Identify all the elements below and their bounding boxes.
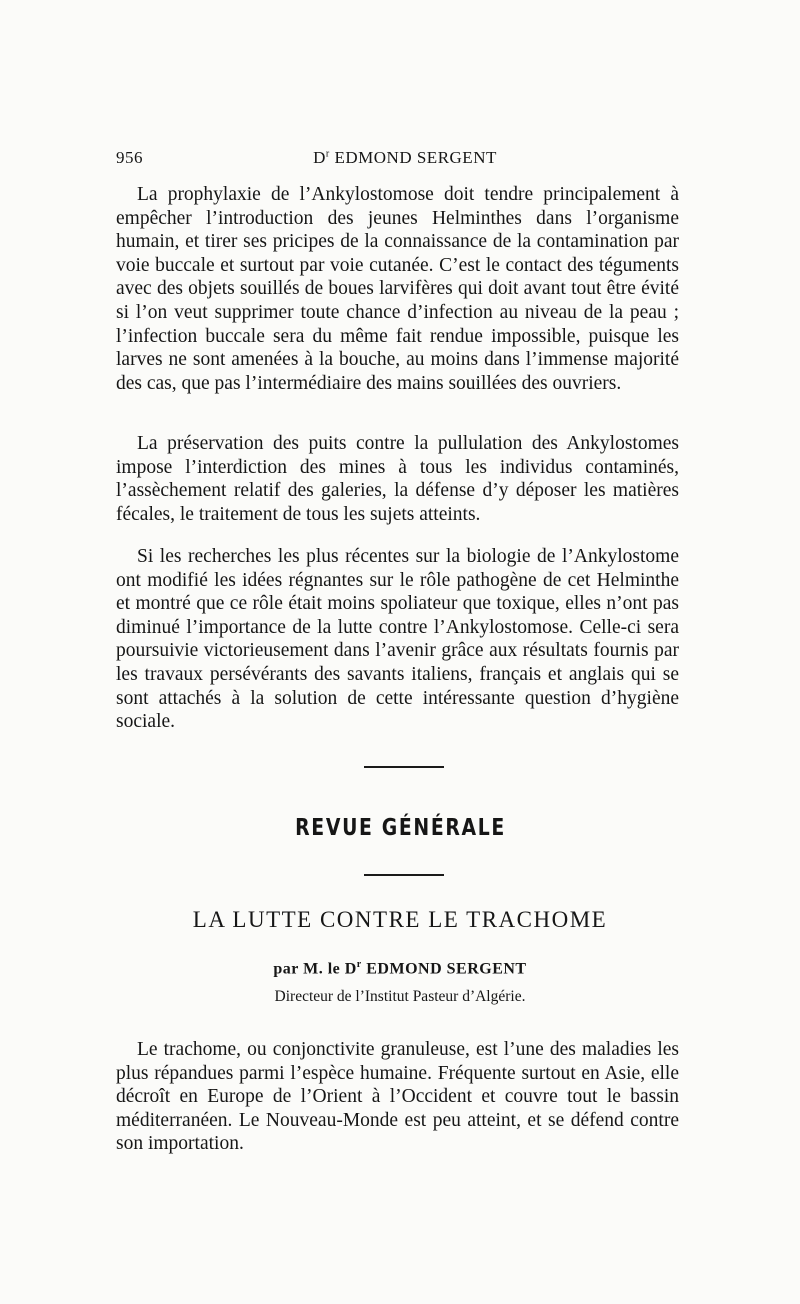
divider-rule-top xyxy=(364,766,444,768)
byline-name: EDMOND SERGENT xyxy=(361,960,527,978)
article-byline xyxy=(0,959,800,978)
section-title: REVUE GÉNÉRALE xyxy=(295,815,506,841)
byline-sup: r xyxy=(356,959,362,970)
paragraph-trachome-intro: Le trachome, ou conjonctivite granuleuse, est l’une des maladies les plus répandues parmi l’espèce humaine. Fréquente surtout en Asie, elle décroît en Europe de l’Orient à l’Occident et couvre tout le bassin méditerranéen. Le Nouveau-Monde est peu atteint, et se défend contre son importation. xyxy=(116,1039,679,1155)
divider-rule-bottom xyxy=(364,874,444,876)
paragraph-recherches: Si les recherches les plus récentes sur la biologie de l’Ankylostome ont modifié les idées régnantes sur le rôle pathogène de cet Helminthe et montré que ce rôle était moins spoliateur que toxique, elles n’ont pas diminué l’importance de la lutte contre l’Ankylostomose. Celle-ci sera poursuivie victorieusement dans l’avenir grâce aux résultats fournis par les travaux persévérants des savants italiens, français et anglais qui se sont attachés à la solution de cette intéressante question d’hygiène sociale. xyxy=(116,546,679,733)
running-head-prefix: D xyxy=(313,148,326,167)
paragraph-preservation: La préservation des puits contre la pullulation des Ankylostomes impose l’interdiction des mines à tous les individus contaminés, l’assèchement relatif des galeries, la défense d’y déposer les matières fécales, le traitement de tous les sujets atteints. xyxy=(116,433,679,525)
page-header xyxy=(116,148,694,170)
article-title: LA LUTTE CONTRE LE TRACHOME xyxy=(192,907,608,932)
running-head xyxy=(116,148,694,168)
running-head-name: EDMOND SERGENT xyxy=(329,148,497,167)
byline-prefix: par M. le D xyxy=(273,960,357,978)
running-head-sup: r xyxy=(325,148,330,160)
paragraph-prophylaxie: La prophylaxie de l’Ankylostomose doit tendre principalement à empêcher l’introduction des jeunes Helminthes dans l’organisme humain, et tirer ses pricipes de la connaissance de la contamination par voie buccale et surtout par voie cutanée. C’est le contact des téguments avec des objets souillés de boues larvifères qui doit avant tout être évité si l’on veut supprimer toute chance d’infection au niveau de la peau ; l’infection buccale sera du même fait rendue impossible, puisque les larves ne sont amenées à la bouche, au moins dans l’immense majorité des cas, que pas l’intermédiaire des mains souillées des ouvriers. xyxy=(116,184,679,394)
page-number: 956 xyxy=(116,148,143,167)
article-affiliation: Directeur de l’Institut Pasteur d’Algérie. xyxy=(274,988,526,1005)
